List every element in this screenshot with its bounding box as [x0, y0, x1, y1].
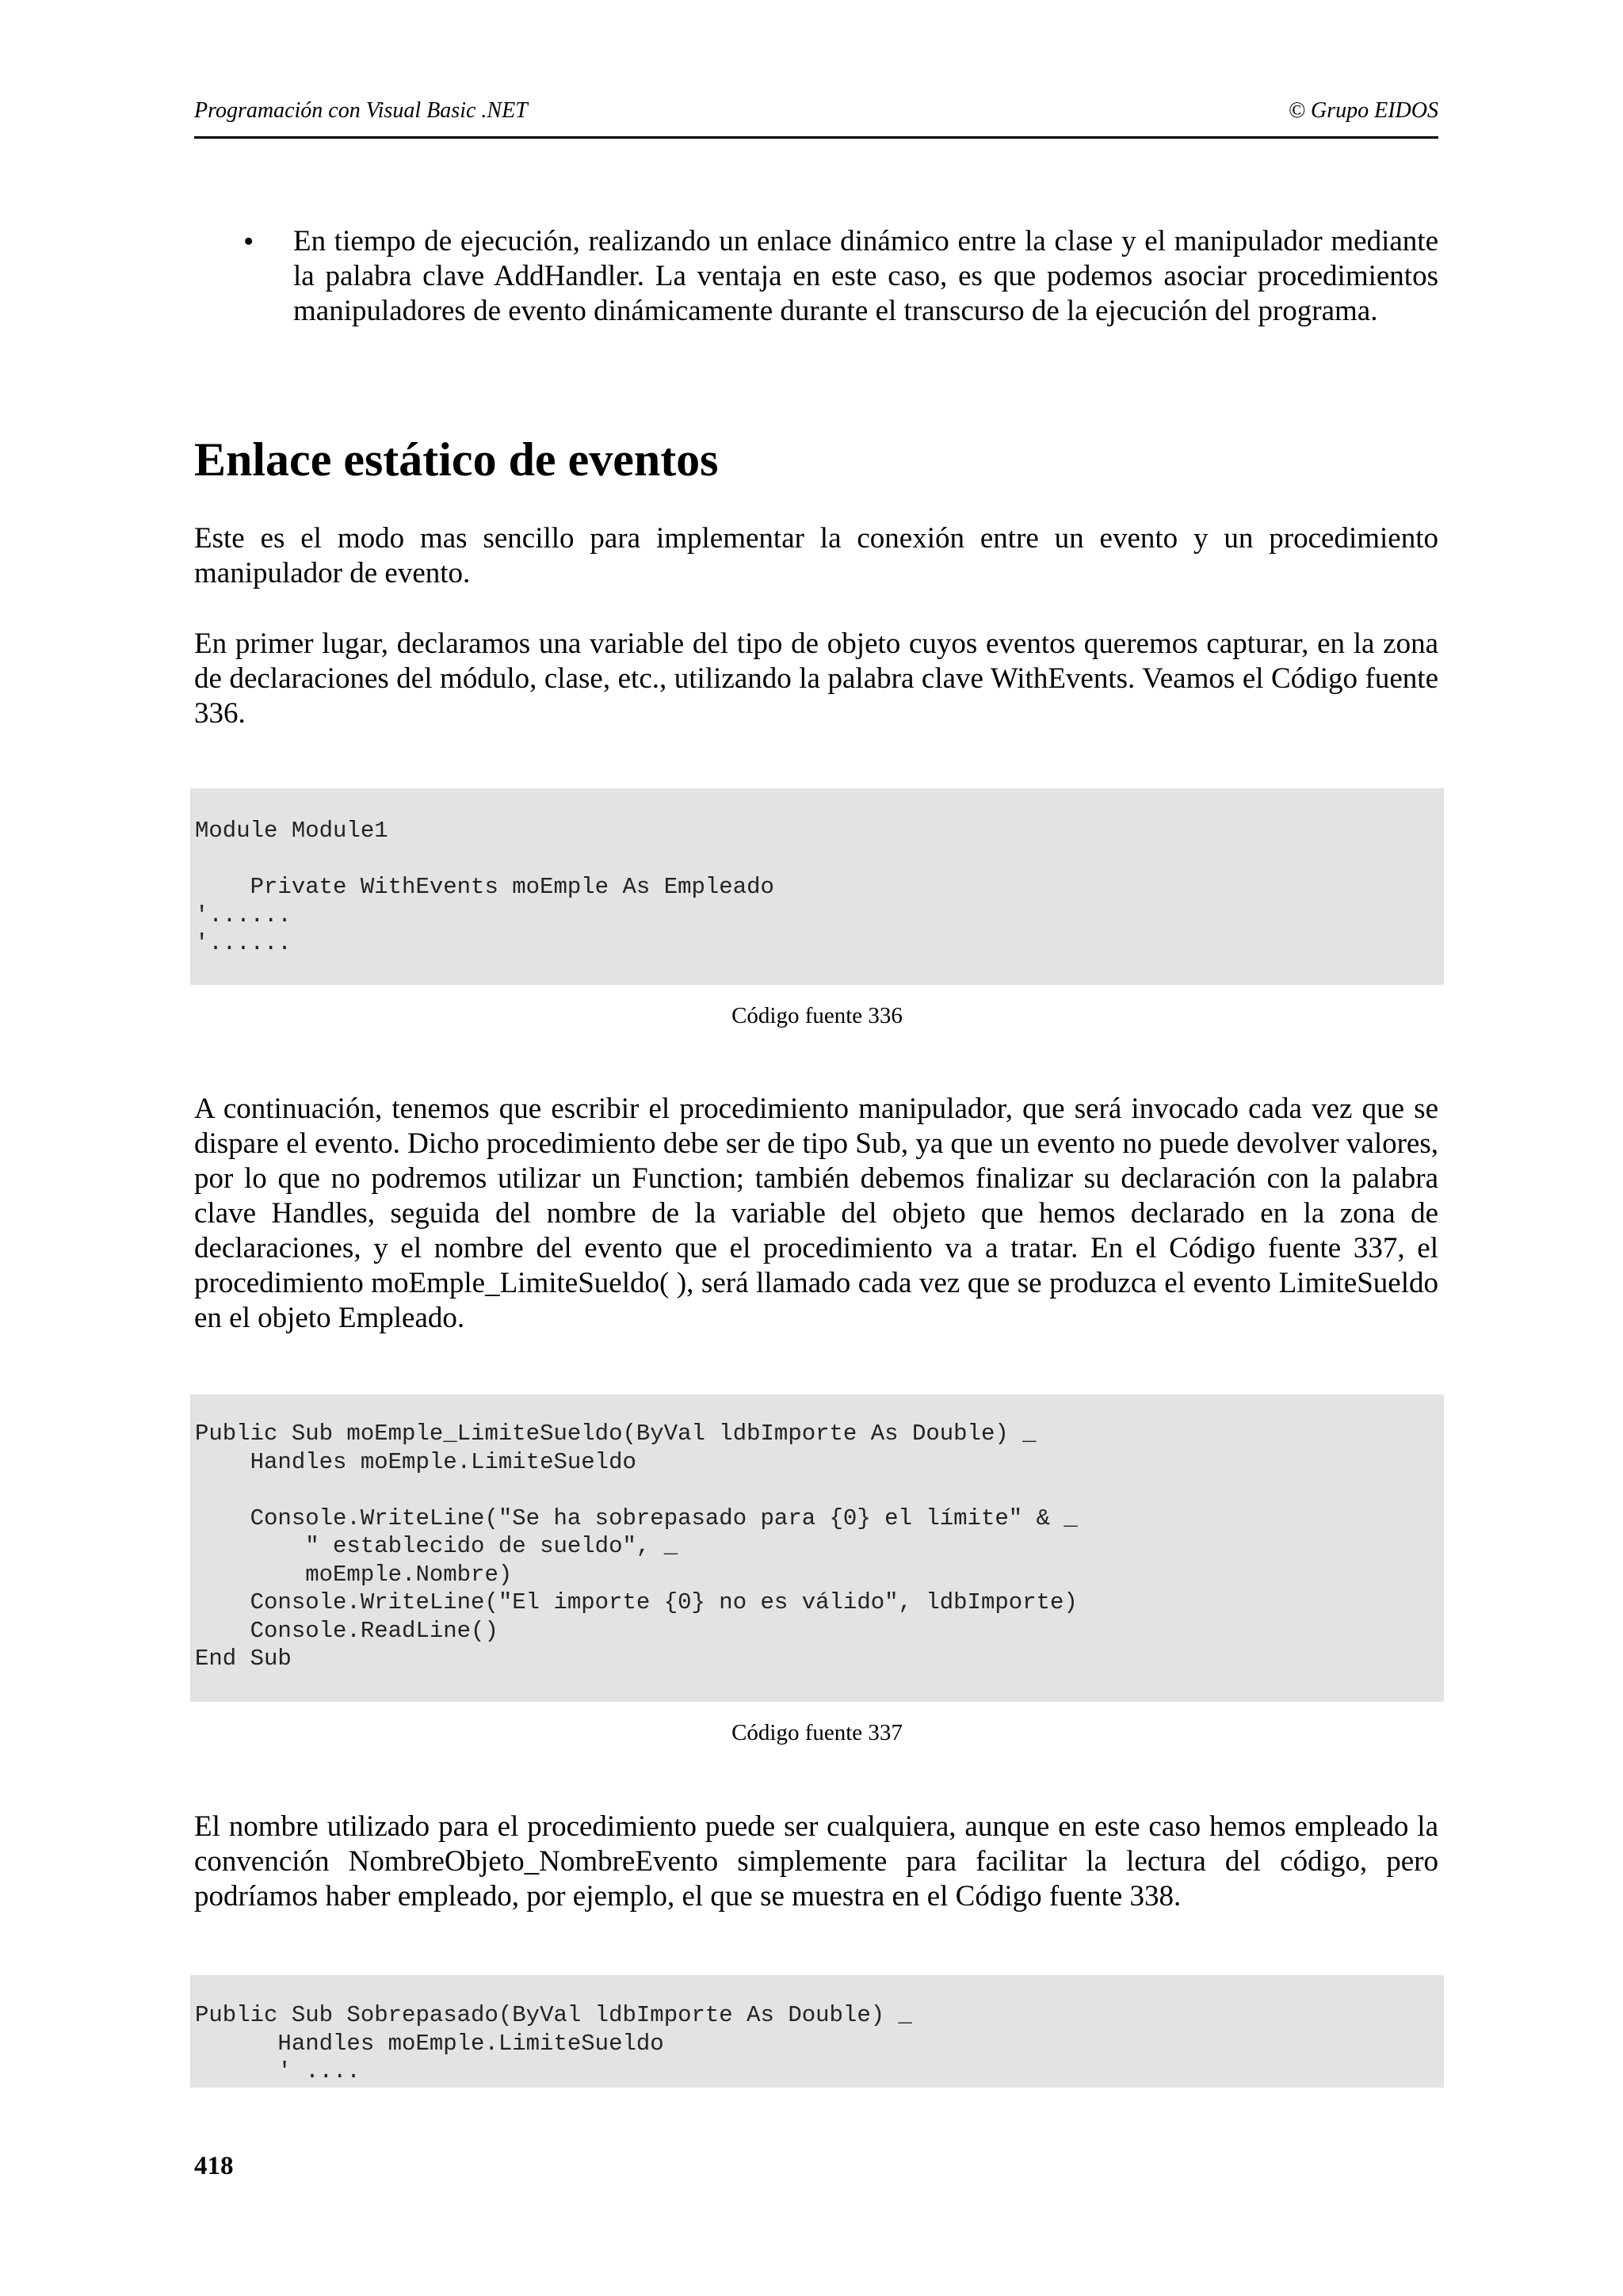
section-heading: Enlace estático de eventos [194, 433, 719, 486]
code-text-338: Public Sub Sobrepasado(ByVal ldbImporte As Double) _ Handles moEmple.LimiteSueldo ' .... [195, 2002, 912, 2084]
paragraph-declaration: En primer lugar, declaramos una variable del tipo de objeto cuyos eventos queremos capturar, en la zona de declaraciones del módulo, clase, etc., utilizando la palabra clave WithEvents. Veamos el Código fuente 336. [194, 627, 1438, 730]
header-publisher: © Grupo EIDOS [1288, 98, 1438, 123]
code-text-336: Module Module1 Private WithEvents moEmple As Empleado '...... '...... [195, 818, 774, 956]
code-block-336 [190, 788, 1444, 985]
bullet-icon: • [243, 225, 254, 258]
code-block-338 [190, 1975, 1444, 2088]
paragraph-naming: El nombre utilizado para el procedimiento puede ser cualquiera, aunque en este caso hemos empleado la convención NombreObjeto_NombreEvento simplemente para facilitar la lectura del código, pero podríamos haber empleado, por ejemplo, el que se muestra en el Código fuente 338. [194, 1810, 1438, 1913]
paragraph-intro: Este es el modo mas sencillo para implementar la conexión entre un evento y un procedimiento manipulador de evento. [194, 522, 1438, 589]
header-book-title: Programación con Visual Basic .NET [194, 98, 528, 123]
caption-336: Código fuente 336 [731, 1003, 903, 1028]
bullet-paragraph: En tiempo de ejecución, realizando un enlace dinámico entre la clase y el manipulador mediante la palabra clave AddHandler. La ventaja en este caso, es que podemos asociar procedimientos manipuladores de evento dinámicamente durante el transcurso de la ejecución del programa. [293, 225, 1438, 327]
paragraph-handler: A continuación, tenemos que escribir el procedimiento manipulador, que será invocado cada vez que se dispare el evento. Dicho procedimiento debe ser de tipo Sub, ya que un evento no puede devolver valores, por lo que no podremos utilizar un Function; también debemos finalizar su declaración con la palabra clave Handles, seguida del nombre de la variable del objeto que hemos declarado en la zona de declaraciones, y el nombre del evento que el procedimiento va a tratar. En el Código fuente 337, el procedimiento moEmple_LimiteSueldo( ), será llamado cada vez que se produzca el evento LimiteSueldo en el objeto Empleado. [194, 1093, 1438, 1334]
page-header [194, 95, 1438, 139]
code-block-337 [190, 1394, 1444, 1702]
caption-337: Código fuente 337 [731, 1720, 903, 1745]
page-number: 418 [194, 2152, 234, 2180]
code-text-337: Public Sub moEmple_LimiteSueldo(ByVal ldbImporte As Double) _ Handles moEmple.LimiteSueldo Console.WriteLine("Se ha sobrepasado para {0} el límite" & _ " establecido de sueldo", _ moEmple.Nombre) Console.WriteLine("El importe {0} no es válido", ldbImporte) Console.ReadLine() End Sub [195, 1421, 1078, 1672]
